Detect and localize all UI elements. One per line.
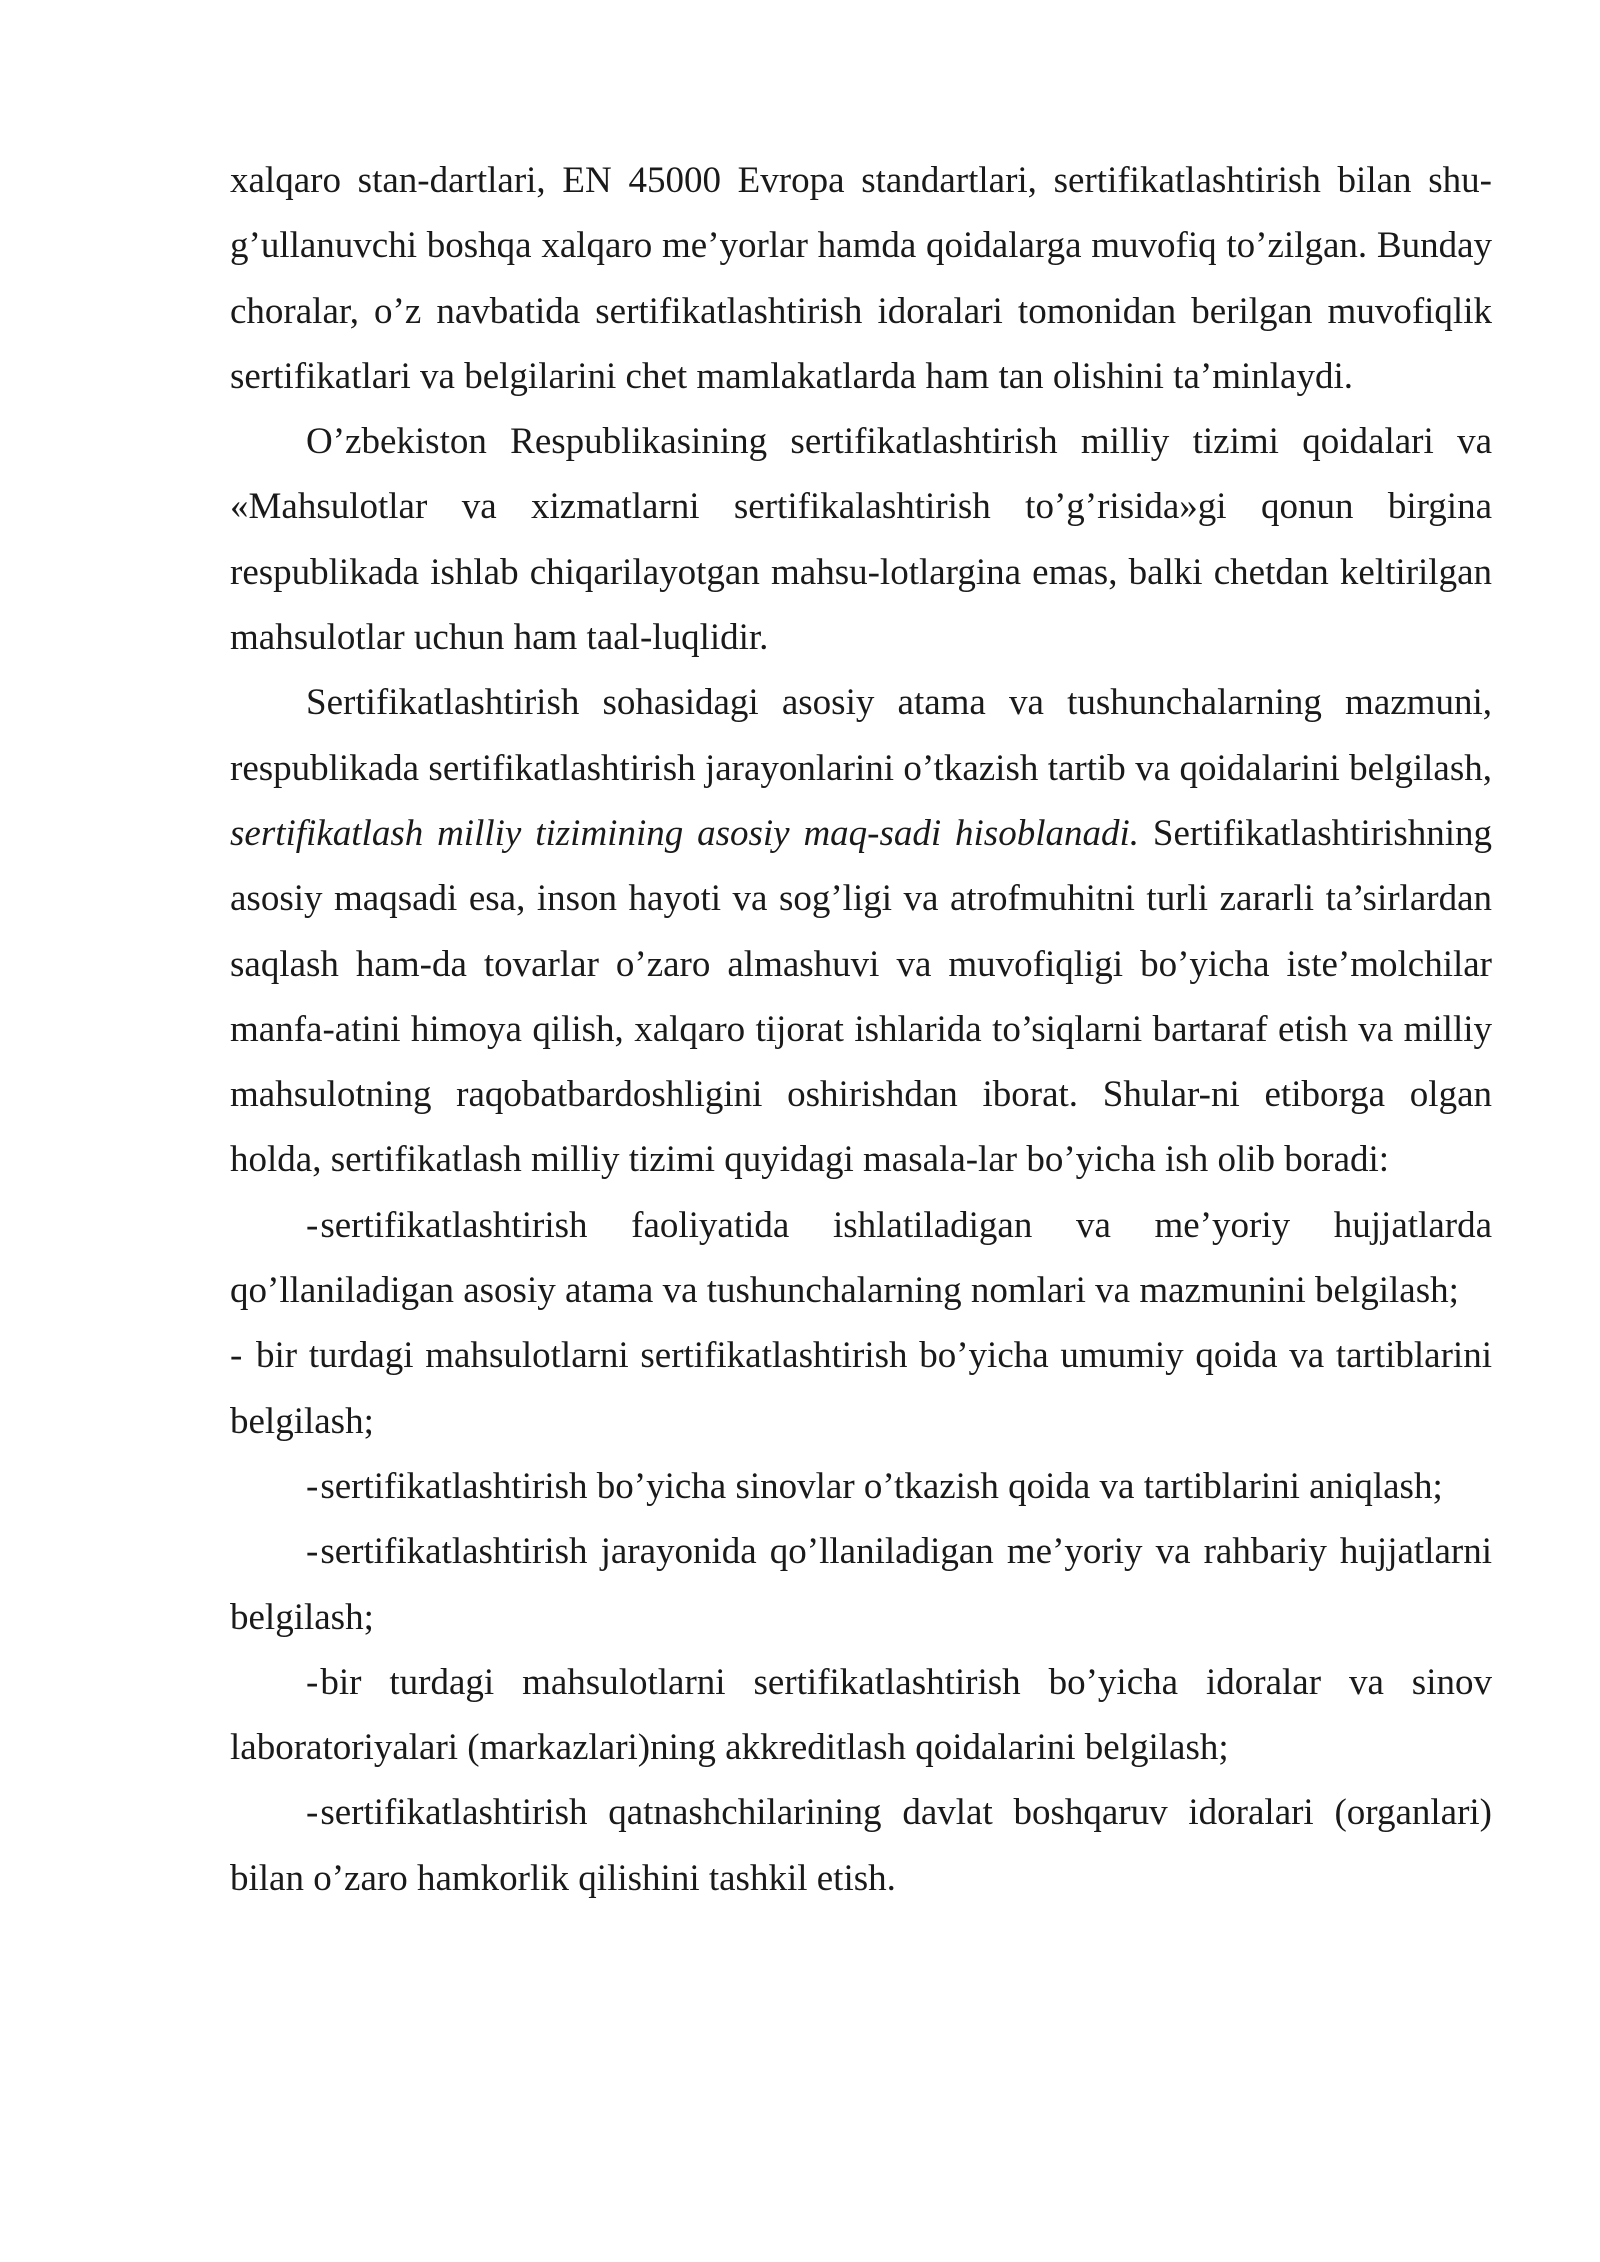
paragraph-national-system-scope: O’zbekiston Respublikasining sertifikatlashtirish milliy tizimi qoidalari va «Mahsulotlar va xizmatlarni sertifikalashtirish to’g’risida»gi qonun birgina respublikada ishlab chiqarilayotgan mahsu-lotlargina emas, balki chetdan keltirilgan mahsulotlar uchun ham taal-luqlidir. [230, 421, 1492, 659]
list-item-text: sertifikatlashtirish jarayonida qo’llaniladigan me’yoriy va rahbariy hujjatlarni belgilash; [230, 1531, 1492, 1638]
paragraph-certification-goals [230, 670, 1492, 1192]
goals-text-start: Sertifikatlashtirish sohasidagi asosiy atama va tushunchalarning mazmuni, respublikada sertifikatlashtirish jarayonlarini o’tkazish tartib va qoidalarini belgilash, [230, 682, 1492, 789]
paragraph-international-standards: xalqaro stan-dartlari, EN 45000 Evropa standartlari, sertifikatlashtirish bilan shu-g’ullanuvchi boshqa xalqaro me’yorlar hamda qoidalarga muvofiq to’zilgan. Bunday choralar, o’z navbatida sertifikatlashtirish idoralari tomonidan berilgan muvofiqlik sertifikatlari va belgilarini chet mamlakatlarda ham tan olishini ta’minlaydi. [230, 160, 1492, 397]
list-item [230, 1780, 1492, 1911]
list-item-text: sertifikatlashtirish qatnashchilarining davlat boshqaruv idoralari (organlari) bilan o’zaro hamkorlik qilishini tashkil etish. [230, 1792, 1492, 1899]
document-page [230, 148, 1492, 1911]
list-dash: - [306, 1661, 319, 1703]
list-dash: - [306, 1792, 319, 1834]
goals-text-end: Sertifikatlashtirishning asosiy maqsadi esa, inson hayoti va sog’ligi va atrofmuhitni turli zararli ta’sirlardan saqlash ham-da tovarlar o’zaro almashuvi va muvofiqligi bo’yicha iste’molchilar manfa-atini himoya qilish, xalqaro tijorat ishlarida to’siqlarni bartaraf etish va milliy mahsulotning raqobatbardoshligini oshirishdan iborat. Shular-ni etiborga olgan holda, sertifikatlash milliy tizimi quyidagi masala-lar bo’yicha ish olib boradi: [230, 812, 1492, 1181]
list-item-text: bir turdagi mahsulotlarni sertifikatlashtirish bo’yicha umumiy qoida va tartiblarini belgilash; [230, 1335, 1492, 1442]
list-item [230, 1454, 1492, 1519]
list-dash: - [306, 1531, 319, 1573]
list-dash: - [230, 1335, 243, 1377]
list-item-text: sertifikatlashtirish faoliyatida ishlatiladigan va me’yoriy hujjatlarda qo’llaniladigan asosiy atama va tushunchalarning nomlari va mazmunini belgilash; [230, 1204, 1492, 1312]
list-item [230, 1519, 1492, 1650]
list-dash: - [306, 1204, 319, 1246]
list-item [230, 1193, 1492, 1324]
list-item-text: bir turdagi mahsulotlarni sertifikatlashtirish bo’yicha idoralar va sinov laboratoriyalari (markazlari)ning akkreditlash qoidalarini belgilash; [230, 1661, 1492, 1769]
list-item-text: sertifikatlashtirish bo’yicha sinovlar o’tkazish qoida va tartiblarini aniqlash; [320, 1465, 1443, 1507]
list-item [230, 1650, 1492, 1781]
list-item [230, 1323, 1492, 1454]
list-dash: - [306, 1465, 319, 1507]
goals-text-italic: sertifikatlash milliy tizimining asosiy maq-sadi hisoblanadi. [230, 812, 1140, 854]
